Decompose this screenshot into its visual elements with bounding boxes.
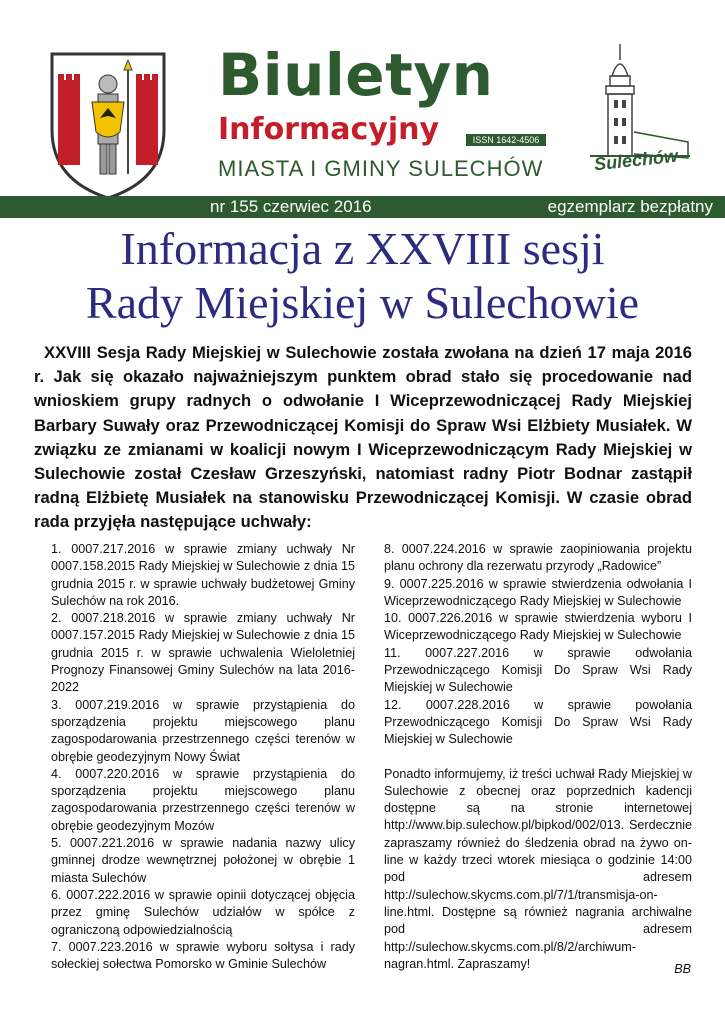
- list-item: 10. 0007.226.2016 w sprawie stwierdzenia wyboru I Wiceprzewodniczącego Rady Miejskiej w Sulechowie: [384, 611, 692, 643]
- list-item: 7. 0007.223.2016 w sprawie wyboru sołtysa i rady sołeckiej sołectwa Pomorsko w Gminie Sulechów: [51, 939, 355, 972]
- lead-text: XXVIII Sesja Rady Miejskiej w Sulechowie została zwołana na dzień 17 maja 2016 r. Jak się okazało najważniejszym punktem obrad stało się procedowanie nad wnioskiem grupy radnych o odwołanie I Wiceprzewodniczącej Rady Miejskiej Barbary Suwały oraz Przewodniczącej Komisji do Spraw Wsi Elżbiety Musiałek. W związku ze zmianami w koalicji nowym I Wiceprzewodniczącym Rady Miejskiej w Sulechowie został Czesław Grzeszyński, natomiast radny Piotr Bodnar zastąpił radną Elżbietę Musiałek na stanowisku Przewodniczącej Komisji. W czasie obrad rada przyjęła następujące uchwały:: [34, 343, 692, 532]
- coat-of-arms-icon: [48, 50, 168, 200]
- closing-paragraph: Ponadto informujemy, iż treści uchwał Rady Miejskiej w Sulechowie z obecnej oraz poprzednich kadencji dostępne są na stronie internetowej http://www.bip.sulechow.pl/bipkod/002/013. Serdecznie zapraszamy również do śledzenia obrad na żywo on-line w każdy trzeci wtorek miesiąca o godzinie 14:00 pod adresem http://sulechow.skycms.com.pl/7/1/transmisja-on-line.html. Dostępne są również nagrania archiwalne pod adresem http://sulechow.skycms.com.pl/8/2/archiwum-nagran.html. Zapraszamy!: [384, 766, 692, 971]
- list-item: 4. 0007.220.2016 w sprawie przystąpienia do sporządzenia projektu miejscowego planu zagospodarowania przestrzennego części terenów w obrębie geodezyjnym Mozów: [51, 766, 355, 833]
- list-item: 3. 0007.219.2016 w sprawie przystąpienia do sporządzenia projektu miejscowego planu zagospodarowania przestrzennego części terenów w obrębie geodezyjnym Nowy Świat: [51, 697, 355, 764]
- tower-logo-label: Sulechów: [593, 145, 679, 175]
- free-copy-label: egzemplarz bezpłatny: [547, 197, 713, 216]
- headline-line-1: Informacja z XXVIII sesji: [120, 223, 605, 274]
- lead-paragraph: [34, 341, 692, 535]
- issn-badge: ISSN 1642-4506: [466, 134, 546, 146]
- headline-line-2: Rady Miejskiej w Sulechowie: [85, 277, 640, 328]
- list-item: 12. 0007.228.2016 w sprawie powołania Przewodniczącego Komisji Do Spraw Wsi Rady Miejskiej w Sulechowie: [384, 697, 692, 747]
- masthead-title: Biuletyn: [218, 41, 494, 109]
- masthead-subtitle: Informacyjny: [218, 112, 440, 147]
- list-item: 11. 0007.227.2016 w sprawie odwołania Przewodniczącego Komisji Do Spraw Wsi Rady Miejskiej w Sulechowie: [384, 645, 692, 695]
- list-item: 1. 0007.217.2016 w sprawie zmiany uchwały Nr 0007.158.2015 Rady Miejskiej w Sulechowie z dnia 15 grudnia 2015 r. w sprawie uchwały budżetowej Gminy Sulechów na rok 2016.: [51, 542, 355, 608]
- list-item: 8. 0007.224.2016 w sprawie zaopiniowania projektu planu ochrony dla rezerwatu przyrody „Radowice”: [384, 542, 692, 574]
- list-item: 6. 0007.222.2016 w sprawie opinii dotyczącej objęcia przez gminę Sulechów udziałów w spółce z ograniczoną odpowiedzialnością: [51, 887, 355, 937]
- page-title: [0, 222, 725, 330]
- masthead-city: MIASTA I GMINY SULECHÓW: [218, 156, 544, 181]
- list-item: 5. 0007.221.2016 w sprawie nadania nazwy ulicy gminnej drodze wewnętrznej położonej w obrębie 1 miasta Sulechów: [51, 836, 355, 885]
- issue-number: nr 155 czerwiec 2016: [210, 197, 372, 216]
- resolutions-left-column: [51, 541, 355, 973]
- list-item: 9. 0007.225.2016 w sprawie stwierdzenia odwołania I Wiceprzewodniczącego Rady Miejskiej w Sulechowie: [384, 576, 692, 608]
- list-item: 2. 0007.218.2016 w sprawie zmiany uchwały Nr 0007.157.2015 Rady Miejskiej w Sulechowie z dnia 15 grudnia 2015 r. w sprawie uchwalenia Wieloletniej Prognozy Finansowej Gminy Sulechów na lata 2016-2022: [51, 611, 355, 695]
- author-signature: BB: [674, 962, 691, 976]
- resolutions-right-column: [384, 541, 692, 973]
